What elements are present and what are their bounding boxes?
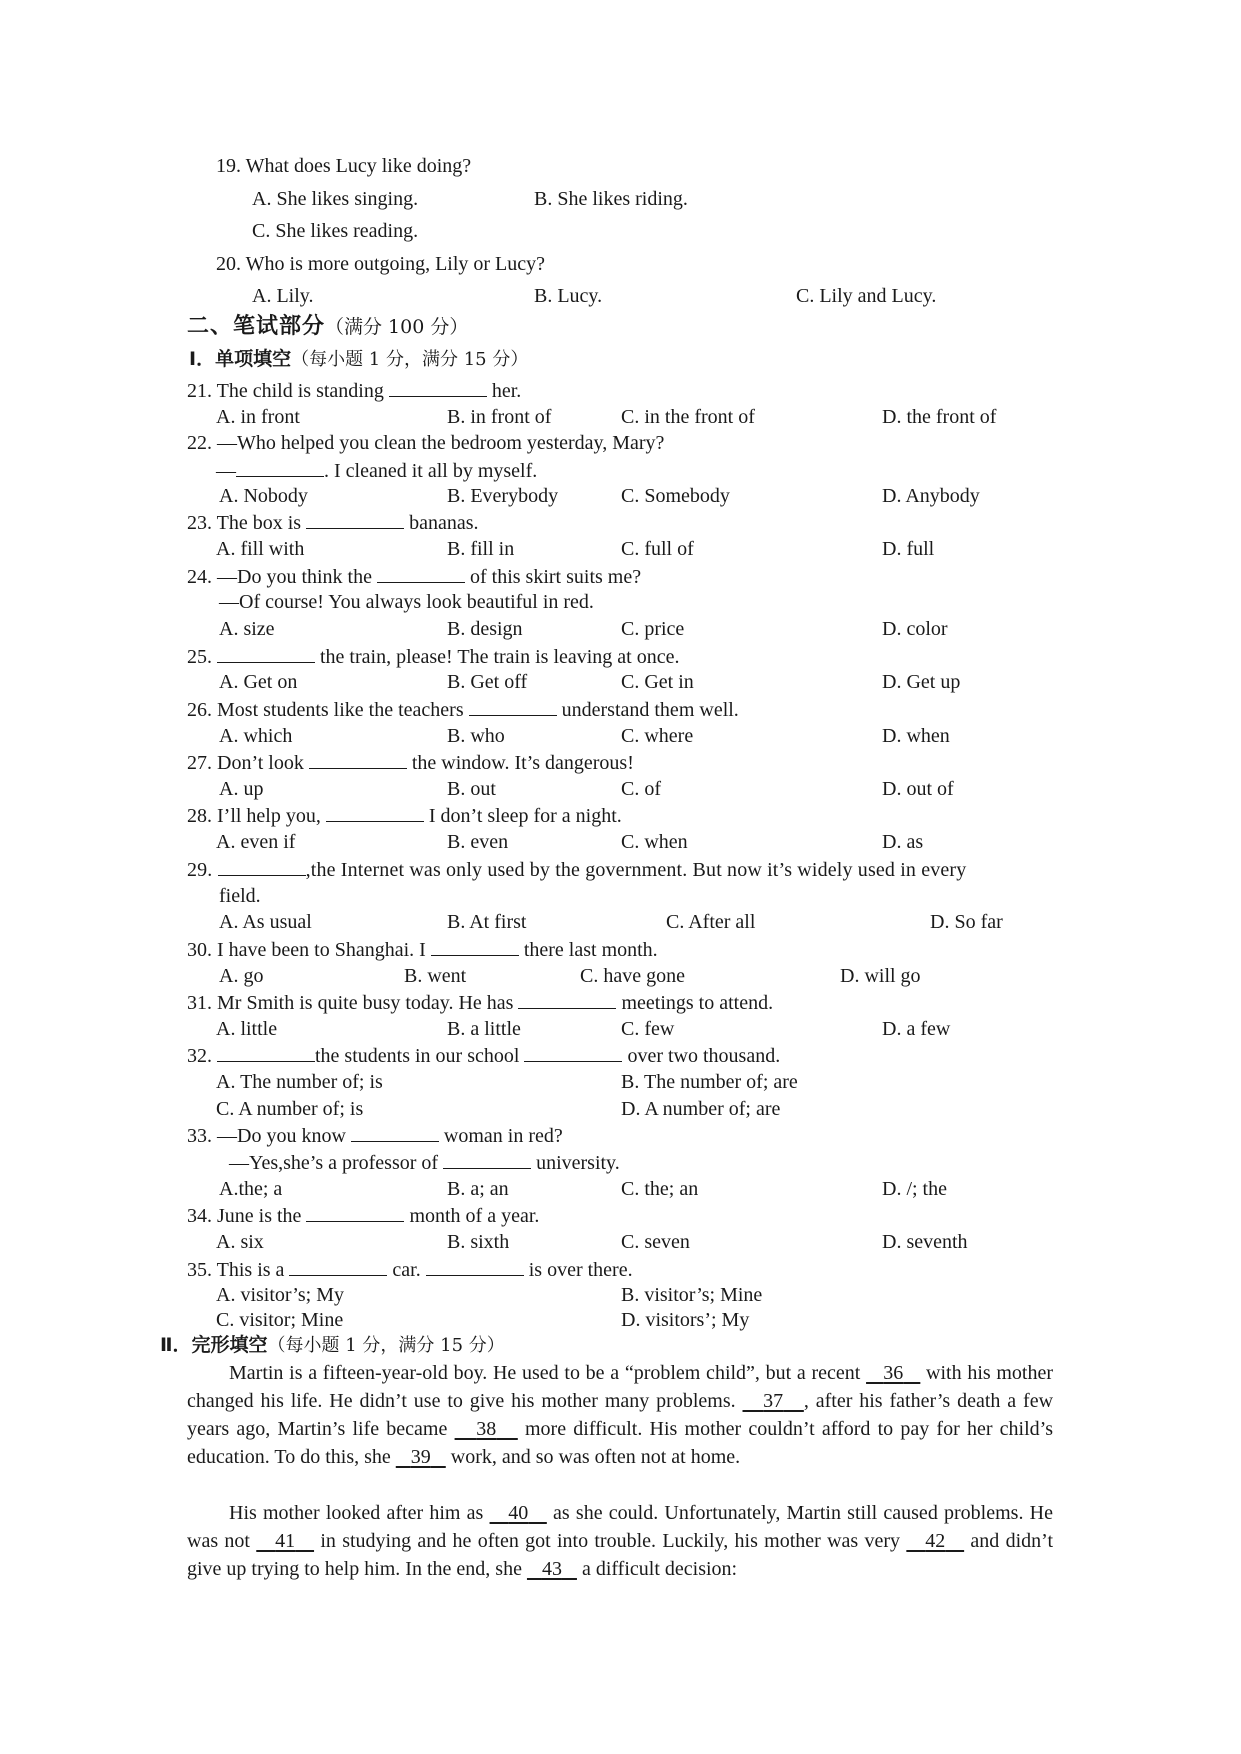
question-21-option-d: D. the front of [882,406,997,428]
answer-blank[interactable] [217,644,315,663]
question-30-option-b: B. went [404,965,467,987]
question-32-stem: 32. the students in our school over two thousand. [187,1045,781,1067]
question-30-option-c: C. have gone [580,965,685,987]
question-20-stem: 20. Who is more outgoing, Lily or Lucy? [216,253,546,275]
question-20-option-b: B. Lucy. [534,285,603,307]
question-31-option-d: D. a few [882,1018,951,1040]
answer-blank[interactable] [389,378,487,397]
question-20-option-a: A. Lily. [252,285,314,307]
section-title: 二、笔试部分 [187,314,326,339]
question-25-option-a: A. Get on [219,671,298,693]
question-34-option-c: C. seven [621,1231,690,1253]
question-34-option-b: B. sixth [447,1231,510,1253]
question-31-option-a: A. little [216,1018,278,1040]
question-29-option-c: C. After all [666,911,756,933]
answer-blank[interactable] [377,564,465,583]
answer-blank[interactable] [469,697,557,716]
question-33-stem: 33. —Do you know woman in red? [187,1125,563,1147]
question-23-stem: 23. The box is bananas. [187,512,479,534]
question-27-stem: 27. Don’t look the window. It’s dangerous! [187,752,634,774]
question-23-option-d: D. full [882,538,935,560]
question-28-option-d: D. as [882,831,924,853]
question-31-stem: 31. Mr Smith is quite busy today. He has meetings to attend. [187,992,774,1014]
question-35-option-d: D. visitors’; My [621,1309,750,1331]
cloze-blank-43[interactable]: 43 [541,1558,562,1580]
cloze-paragraph-1: Martin is a fifteen-year-old boy. He used to be a “problem child”, but a recent 36 with his mother changed his life. He didn’t use to give his mother many problems. 37 , after his father’s death a few years ago, Martin’s life became 38 more difficult. His mother couldn’t afford to pay for her child’s education. To do this, she 39 work, and so was often not at home. [187,1362,1054,1468]
question-32-option-d: D. A number of; are [621,1098,781,1120]
question-34-option-a: A. six [216,1231,264,1253]
answer-blank[interactable] [326,803,424,822]
answer-blank[interactable] [351,1123,439,1142]
part-ii-title: Ⅱ．完形填空 [160,1334,268,1356]
question-28-option-b: B. even [447,831,509,853]
question-22-option-a: A. Nobody [219,485,308,507]
question-23-option-b: B. fill in [447,538,515,560]
question-30-stem: 30. I have been to Shanghai. I there last month. [187,939,658,961]
part-i-title: Ⅰ．单项填空 [189,348,292,370]
answer-blank[interactable] [518,990,616,1009]
question-25-stem: 25. the train, please! The train is leaving at once. [187,646,680,668]
question-33-option-b: B. a; an [447,1178,509,1200]
question-32-option-a: A. The number of; is [216,1071,383,1093]
question-33-option-c: C. the; an [621,1178,699,1200]
question-34-option-d: D. seventh [882,1231,968,1253]
answer-blank[interactable] [524,1043,622,1062]
answer-blank[interactable] [431,937,519,956]
question-28-option-a: A. even if [216,831,296,853]
question-23-option-a: A. fill with [216,538,305,560]
question-27-option-b: B. out [447,778,496,800]
question-34-stem: 34. June is the month of a year. [187,1205,540,1227]
question-24-option-b: B. design [447,618,523,640]
question-29-option-d: D. So far [930,911,1003,933]
question-26-option-a: A. which [219,725,293,747]
answer-blank[interactable] [217,1043,315,1062]
question-27-option-c: C. of [621,778,661,800]
question-28-stem: 28. I’ll help you, I don’t sleep for a night. [187,805,622,827]
question-23-option-c: C. full of [621,538,694,560]
answer-blank[interactable] [443,1150,531,1169]
question-22-option-c: C. Somebody [621,485,730,507]
question-35-option-a: A. visitor’s; My [216,1284,344,1306]
question-26-stem: 26. Most students like the teachers understand them well. [187,699,739,721]
answer-blank[interactable] [218,857,306,876]
question-19-stem: 19. What does Lucy like doing? [216,155,472,177]
section-score-note: （满分 100 分） [325,316,469,338]
question-33-line-2: —Yes,she’s a professor of university. [229,1152,620,1174]
question-22-line-2: — . I cleaned it all by myself. [216,460,538,482]
question-22-option-b: B. Everybody [447,485,559,507]
part-i-heading [189,347,528,372]
question-24-line-2: —Of course! You always look beautiful in red. [219,591,594,613]
part-i-score-note: （每小题 1 分，满分 15 分） [291,349,529,370]
question-22-option-d: D. Anybody [882,485,980,507]
question-29-option-b: B. At first [447,911,527,933]
question-27-option-a: A. up [219,778,264,800]
question-35-option-c: C. visitor; Mine [216,1309,344,1331]
question-31-option-b: B. a little [447,1018,521,1040]
question-24-stem: 24. —Do you think the of this skirt suits me? [187,566,642,588]
part-ii-score-note: （每小题 1 分，满分 15 分） [267,1335,505,1356]
answer-blank[interactable] [306,1203,404,1222]
cloze-blank-39[interactable]: 39 [410,1446,431,1468]
question-22-line-1: 22. —Who helped you clean the bedroom yesterday, Mary? [187,432,665,454]
answer-blank[interactable] [426,1257,524,1276]
question-32-option-b: B. The number of; are [621,1071,798,1093]
question-35-option-b: B. visitor’s; Mine [621,1284,763,1306]
question-33-option-d: D. /; the [882,1178,947,1200]
question-32-option-c: C. A number of; is [216,1098,364,1120]
cloze-blank-41[interactable]: 41 [275,1530,296,1552]
cloze-blank-40[interactable]: 40 [508,1502,529,1524]
question-29-option-a: A. As usual [219,911,312,933]
question-25-option-c: C. Get in [621,671,694,693]
question-29-stem: 29. ,the Internet was only used by the government. But now it’s widely used in every [187,859,967,881]
question-25-option-b: B. Get off [447,671,528,693]
question-24-option-d: D. color [882,618,948,640]
question-29-line-2: field. [219,885,261,907]
question-26-option-b: B. who [447,725,505,747]
question-21-stem: 21. The child is standing her. [187,380,522,402]
question-26-option-d: D. when [882,725,950,747]
question-25-option-d: D. Get up [882,671,961,693]
question-20-option-c: C. Lily and Lucy. [796,285,937,307]
question-28-option-c: C. when [621,831,688,853]
question-33-option-a: A.the; a [219,1178,283,1200]
question-27-option-d: D. out of [882,778,954,800]
part-ii-heading [160,1333,505,1358]
cloze-blank-36[interactable]: 36 [883,1362,904,1384]
question-19-option-b: B. She likes riding. [534,188,688,210]
cloze-blank-42[interactable]: 42 [925,1530,946,1552]
question-21-option-c: C. in the front of [621,406,755,428]
answer-blank[interactable] [289,1257,387,1276]
question-24-option-a: A. size [219,618,275,640]
question-24-option-c: C. price [621,618,685,640]
answer-blank[interactable] [309,750,407,769]
section-heading [187,315,468,339]
cloze-blank-37[interactable]: 37 [763,1390,784,1412]
answer-blank[interactable] [236,458,324,477]
question-26-option-c: C. where [621,725,694,747]
question-21-option-a: A. in front [216,406,300,428]
question-35-stem: 35. This is a car. is over there. [187,1259,633,1281]
cloze-blank-38[interactable]: 38 [476,1418,497,1440]
question-30-option-a: A. go [219,965,264,987]
question-30-option-d: D. will go [840,965,921,987]
question-19-option-a: A. She likes singing. [252,188,419,210]
answer-blank[interactable] [306,510,404,529]
question-31-option-c: C. few [621,1018,675,1040]
question-21-option-b: B. in front of [447,406,552,428]
question-19-option-c: C. She likes reading. [252,220,419,242]
cloze-paragraph-2: His mother looked after him as 40 as she could. Unfortunately, Martin still caused problems. He was not 41 in studying and he often got into trouble. Luckily, his mother was very 42 and didn’t give up trying to help him. In the end, she 43 a difficult decision: [187,1502,1054,1580]
